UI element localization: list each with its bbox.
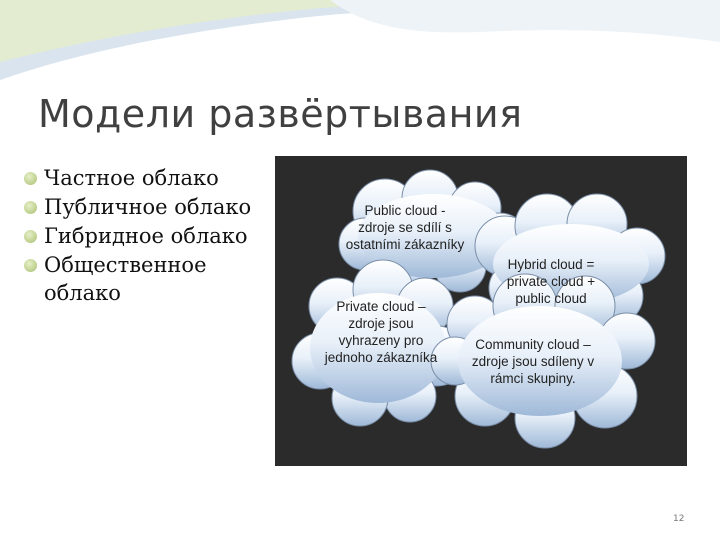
bullet-icon xyxy=(24,259,37,272)
hybrid-cloud-label: Hybrid cloud = private cloud + public cloud xyxy=(506,257,596,306)
bullet-icon xyxy=(24,172,37,185)
community-cloud-label: Community cloud – zdroje jsou sdíleny v rámci skupiny. xyxy=(471,337,595,386)
bullet-item xyxy=(22,222,274,250)
cloud-models-figure xyxy=(275,156,687,466)
public-cloud-label: Public cloud - zdroje se sdílí s ostatními zákazníky xyxy=(345,203,465,252)
bullet-text: Гибридное облако xyxy=(44,224,248,248)
bullet-icon xyxy=(24,201,37,214)
slide-title: Модели развёртывания xyxy=(38,92,523,136)
bullet-list xyxy=(22,164,274,308)
bullet-text: Частное облако xyxy=(44,166,219,190)
bullet-item xyxy=(22,193,274,221)
bullet-text: Публичное облако xyxy=(44,195,252,219)
bullet-text: Общественное облако xyxy=(44,253,207,305)
page-number: 12 xyxy=(673,514,685,524)
header-swoosh-decoration xyxy=(0,0,720,90)
bullet-item xyxy=(22,164,274,192)
bullet-icon xyxy=(24,230,37,243)
private-cloud-label: Private cloud – zdroje jsou vyhrazeny pro jednoho zákazníka xyxy=(324,299,438,365)
bullet-item xyxy=(22,251,274,307)
